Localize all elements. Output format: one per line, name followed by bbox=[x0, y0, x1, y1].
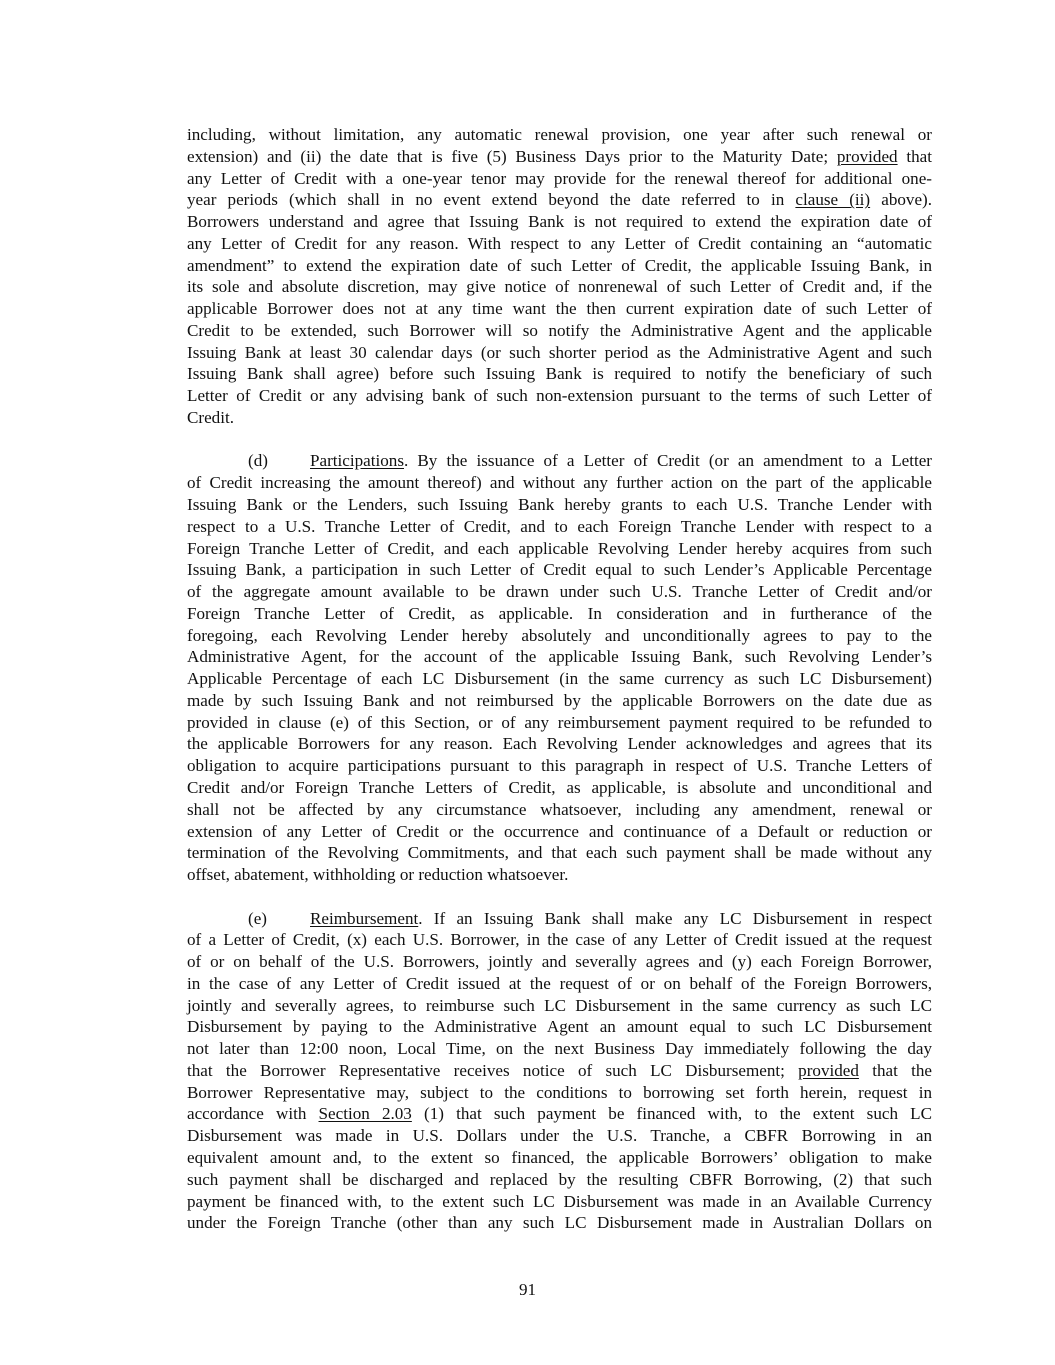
paragraph-heading: Reimbursement bbox=[310, 908, 419, 928]
text-line: of or on behalf of the U.S. Borrowers, jointly and severally agrees and (y) each Foreign Borrower, bbox=[187, 952, 932, 972]
text-span: that the bbox=[872, 1060, 933, 1080]
text-line: of a Letter of Credit, (x) each U.S. Borrower, in the case of any Letter of Credit issued at the request bbox=[187, 930, 932, 950]
text-line: the applicable Borrowers for any reason. Each Revolving Lender acknowledges and agrees that its bbox=[187, 734, 932, 754]
text-span: that bbox=[906, 146, 932, 166]
text-line: shall not be affected by any circumstance whatsoever, including any amendment, renewal or bbox=[187, 799, 932, 819]
text-line: Credit to be extended, such Borrower will so notify the Administrative Agent and the applicable bbox=[187, 320, 932, 340]
text-line: extension of any Letter of Credit or the occurrence and continuance of a Default or reduction or bbox=[187, 821, 932, 841]
text-span: above). bbox=[881, 190, 933, 210]
text-line: any Letter of Credit for any reason. With respect to any Letter of Credit containing an “automatic bbox=[187, 233, 932, 253]
text-span: that the Borrower Representative receives notice of such LC Disbursement; bbox=[187, 1060, 785, 1080]
text-line: Issuing Bank, a participation in such Letter of Credit equal to such Lender’s Applicable Percentage bbox=[187, 560, 932, 580]
text-line: Foreign Tranche Letter of Credit, and each applicable Revolving Lender hereby acquires from such bbox=[187, 538, 932, 558]
underlined-term: provided bbox=[798, 1060, 859, 1080]
text-line: in the case of any Letter of Credit issued at the request of or on behalf of the Foreign Borrowers, bbox=[187, 973, 932, 993]
text-line: payment be financed with, to the extent such LC Disbursement was made in an Available Currency bbox=[187, 1191, 932, 1211]
paragraph-letter: (e) bbox=[248, 908, 267, 928]
text-line: Credit and/or Foreign Tranche Letters of Credit, as applicable, is absolute and unconditional and bbox=[187, 777, 932, 797]
text-line: Administrative Agent, for the account of the applicable Issuing Bank, such Revolving Lender’s bbox=[187, 647, 932, 667]
text-line: Borrower Representative may, subject to the conditions to borrowing set forth herein, request in bbox=[187, 1082, 932, 1102]
text-line: Issuing Bank or the Lenders, such Issuing Bank hereby grants to each U.S. Tranche Lender with bbox=[187, 495, 932, 515]
document-page bbox=[187, 124, 932, 1234]
text-line: any Letter of Credit with a one-year tenor may provide for the renewal thereof for additional one- bbox=[187, 168, 932, 188]
text-span: year periods (which shall in no event extend beyond the date referred to in bbox=[187, 190, 785, 210]
text-line: provided in clause (e) of this Section, or of any reimbursement payment required to be refunded to bbox=[187, 712, 932, 732]
text-span: . If an Issuing Bank shall make any LC Disbursement in respect bbox=[418, 908, 932, 928]
text-span: accordance with bbox=[187, 1104, 307, 1124]
underlined-section-reference: Section 2.03 bbox=[318, 1104, 412, 1124]
paragraph-c-continued bbox=[187, 124, 932, 429]
text-span: (1) that such payment be financed with, to the extent such LC bbox=[424, 1104, 932, 1124]
paragraph-d-participations bbox=[187, 450, 932, 885]
text-line bbox=[187, 1060, 932, 1082]
page-number: 91 bbox=[518, 1280, 537, 1299]
paragraph-gap bbox=[187, 886, 932, 908]
text-line: Issuing Bank at least 30 calendar days (or such shorter period as the Administrative Agent and such bbox=[187, 342, 932, 362]
text-span: extension) and (ii) the date that is five (5) Business Days prior to the Maturity Date; bbox=[187, 146, 829, 166]
text-line: Applicable Percentage of each LC Disbursement (in the same currency as such LC Disbursement) bbox=[187, 669, 932, 689]
text-line bbox=[187, 189, 932, 211]
text-line: Foreign Tranche Letter of Credit, as applicable. In consideration and in furtherance of the bbox=[187, 603, 932, 623]
text-line: equivalent amount and, to the extent so financed, the applicable Borrowers’ obligation to make bbox=[187, 1147, 932, 1167]
text-line: Letter of Credit or any advising bank of such non-extension pursuant to the terms of such Letter of bbox=[187, 386, 932, 406]
underlined-clause-reference: clause (ii) bbox=[795, 190, 871, 210]
underlined-term: provided bbox=[836, 146, 898, 166]
text-line bbox=[187, 908, 932, 930]
text-line: under the Foreign Tranche (other than any such LC Disbursement made in Australian Dollars on bbox=[187, 1213, 932, 1233]
text-line bbox=[187, 450, 932, 472]
text-line bbox=[187, 1103, 932, 1125]
text-line: of the aggregate amount available to be drawn under such U.S. Tranche Letter of Credit and/or bbox=[187, 582, 932, 602]
paragraph-gap bbox=[187, 429, 932, 451]
text-line: its sole and absolute discretion, may give notice of nonrenewal of such Letter of Credit and, if the bbox=[187, 277, 932, 297]
paragraph-letter: (d) bbox=[248, 451, 268, 471]
text-line bbox=[187, 146, 932, 168]
text-line: termination of the Revolving Commitments, and that each such payment shall be made without any bbox=[187, 843, 932, 863]
text-line: amendment” to extend the expiration date of such Letter of Credit, the applicable Issuing Bank, in bbox=[187, 255, 932, 275]
text-line: Credit. bbox=[187, 407, 234, 427]
text-line: foregoing, each Revolving Lender hereby absolutely and unconditionally agrees to pay to the bbox=[187, 625, 932, 645]
text-line: Issuing Bank shall agree) before such Issuing Bank is required to notify the beneficiary of such bbox=[187, 364, 932, 384]
text-line: jointly and severally agrees, to reimburse such LC Disbursement in the same currency as such LC bbox=[187, 995, 932, 1015]
text-line: offset, abatement, withholding or reduction whatsoever. bbox=[187, 865, 569, 885]
text-line: Borrowers understand and agree that Issuing Bank is not required to extend the expiration date of bbox=[187, 212, 932, 232]
text-line: applicable Borrower does not at any time want the then current expiration date of such Letter of bbox=[187, 299, 932, 319]
text-line: obligation to acquire participations pursuant to this paragraph in respect of U.S. Tranche Letters of bbox=[187, 756, 932, 776]
text-line: Disbursement by paying to the Administrative Agent an amount equal to such LC Disbursement bbox=[187, 1017, 932, 1037]
text-span: . By the issuance of a Letter of Credit (or an amendment to a Letter bbox=[404, 451, 932, 471]
text-line: Disbursement was made in U.S. Dollars under the U.S. Tranche, a CBFR Borrowing in an bbox=[187, 1126, 932, 1146]
text-line: not later than 12:00 noon, Local Time, on the next Business Day immediately following the day bbox=[187, 1039, 932, 1059]
text-line: respect to a U.S. Tranche Letter of Credit, and to each Foreign Tranche Lender with respect to a bbox=[187, 516, 932, 536]
paragraph-e-reimbursement bbox=[187, 908, 932, 1234]
text-line: made by such Issuing Bank and not reimbursed by the applicable Borrowers on the date due as bbox=[187, 690, 932, 710]
text-line: including, without limitation, any automatic renewal provision, one year after such renewal or bbox=[187, 125, 932, 144]
text-line: such payment shall be discharged and replaced by the resulting CBFR Borrowing, (2) that such bbox=[187, 1169, 932, 1189]
text-line: of Credit increasing the amount thereof) and without any further action on the part of the applicable bbox=[187, 473, 932, 493]
paragraph-heading: Participations bbox=[310, 451, 404, 471]
